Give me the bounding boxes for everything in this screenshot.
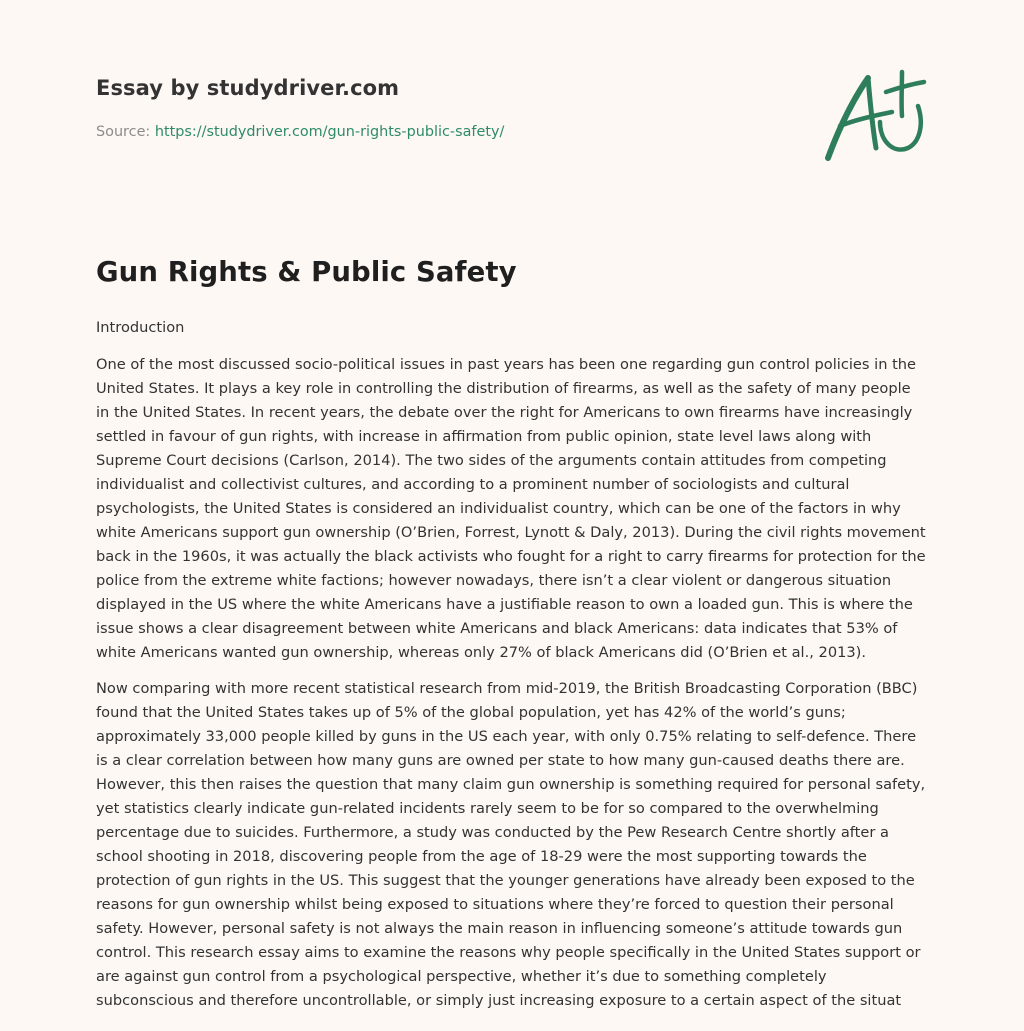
- source-label: Source:: [96, 124, 151, 140]
- source-link[interactable]: https://studydriver.com/gun-rights-public-safety/: [154, 124, 505, 140]
- document-title: Gun Rights & Public Safety: [96, 256, 517, 288]
- site-title: Essay by studydriver.com: [96, 76, 400, 100]
- source-line: [96, 124, 504, 140]
- essay-body: [96, 316, 928, 1025]
- paragraph: One of the most discussed socio-political issues in past years has been one regarding gun control policies in the United States. It plays a key role in controlling the distribution of firearms, as well as the safety of many people in the United States. In recent years, the debate over the right for Americans to own firearms have increasingly settled in favour of gun rights, with increase in affirmation from public opinion, state level laws along with Supreme Court decisions (Carlson, 2014). The two sides of the arguments contain attitudes from competing individualist and collectivist cultures, and according to a prominent number of sociologists and cultural psychologists, the United States is considered an individualist country, which can be one of the factors in why white Americans support gun ownership (O’Brien, Forrest, Lynott & Daly, 2013). During the civil rights movement back in the 1960s, it was actually the black activists who fought for a right to carry firearms for protection for the police from the extreme white factions; however nowadays, there isn’t a clear violent or dangerous situation displayed in the US where the white Americans have a justifiable reason to own a loaded gun. This is where the issue shows a clear disagreement between white Americans and black Americans: data indicates that 53% of white Americans wanted gun ownership, whereas only 27% of black Americans did (O’Brien et al., 2013).: [96, 356, 926, 661]
- section-heading: Introduction: [96, 319, 185, 336]
- a-plus-logo-icon: [818, 66, 930, 166]
- paragraph: Now comparing with more recent statistical research from mid-2019, the British Broadcasting Corporation (BBC) found that the United States takes up of 5% of the global population, yet has 42% of the world’s guns; approximately 33,000 people killed by guns in the US each year, with only 0.75% relating to self-defence. There is a clear correlation between how many guns are owned per state to how many gun-caused deaths there are. However, this then raises the question that many claim gun ownership is something required for personal safety, yet statistics clearly indicate gun-related incidents rarely seem to be for so compared to the overwhelming percentage due to suicides. Furthermore, a study was conducted by the Pew Research Centre shortly after a school shooting in 2018, discovering people from the age of 18-29 were the most supporting towards the protection of gun rights in the US. This suggest that the younger generations have already been exposed to the reasons for gun ownership whilst being exposed to situations where they’re forced to question their personal safety. However, personal safety is not always the main reason in influencing someone’s attitude towards gun control. This research essay aims to examine the reasons why people specifically in the United States support or are against gun control from a psychological perspective, whether it’s due to something completely subconscious and therefore uncontrollable, or simply just increasing exposure to a certain aspect of the situat: [96, 680, 926, 1009]
